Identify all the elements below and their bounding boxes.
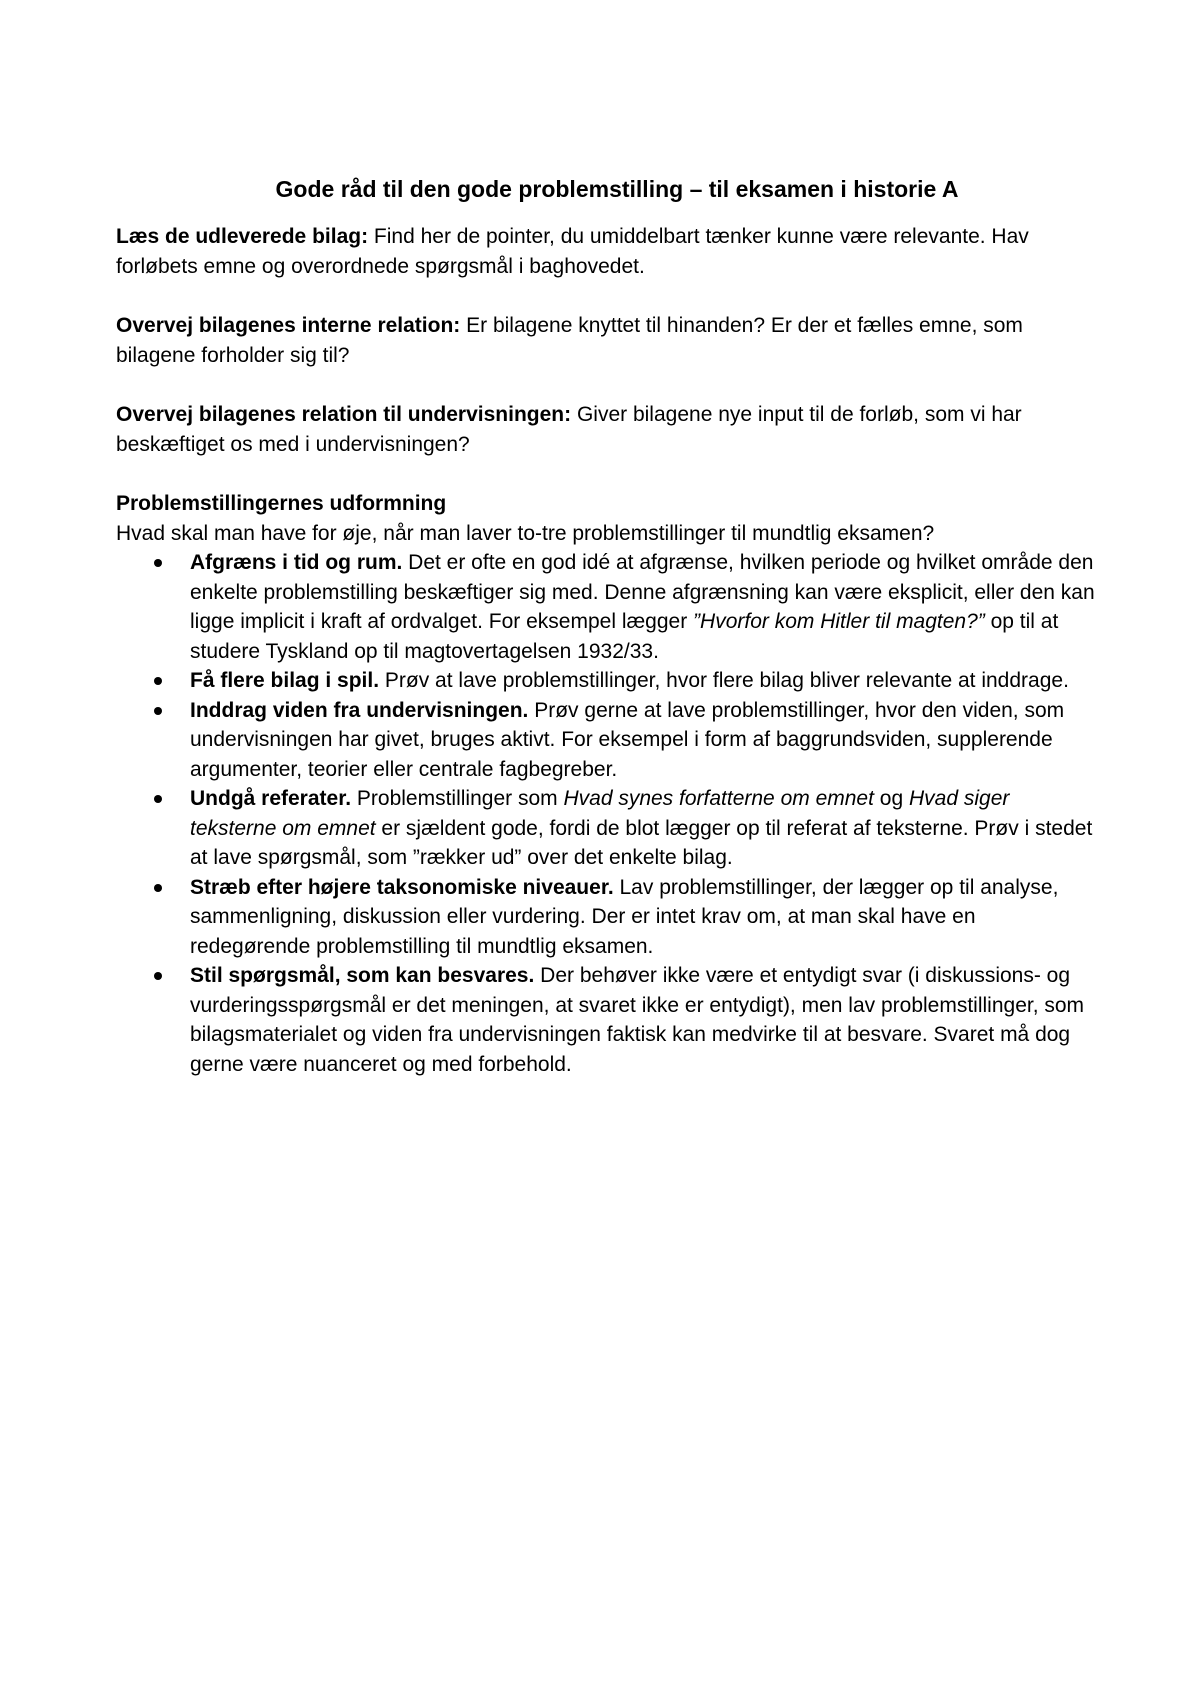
section-heading: Problemstillingernes udformning: [116, 492, 447, 515]
document-title: Gode råd til den gode problemstilling – til eksamen i historie A: [275, 176, 959, 202]
item-emphasis: Hvad synes forfatterne om emnet: [563, 787, 874, 810]
item-text: op til at studere Tyskland op til magtovertagelsen 1932/33.: [190, 610, 1059, 663]
item-label: Stræb efter højere taksonomiske niveauer.: [190, 875, 614, 899]
bullet-icon: [154, 677, 162, 685]
item-text: Problemstillinger som: [351, 787, 564, 810]
paragraph-internal-relation: [116, 311, 1096, 370]
list-item: [116, 784, 1096, 873]
paragraph-teaching-relation: [116, 400, 1096, 459]
paragraph-label: Overvej bilagenes relation til undervisningen:: [116, 403, 572, 426]
paragraph-label: Læs de udleverede bilag:: [116, 225, 369, 248]
item-emphasis: Hvad siger teksterne om emnet: [190, 787, 1010, 840]
paragraph-text: Er bilagene knyttet til hinanden? Er der et fælles emne, som bilagene forholder sig til?: [116, 314, 1023, 367]
item-text: Lav problemstillinger, der lægger op til analyse, sammenligning, diskussion eller vurdering. Der er intet krav om, at man skal have en redegørende problemstilling til mundtlig eksamen.: [190, 875, 1059, 958]
item-emphasis: ”Hvorfor kom Hitler til magten?”: [693, 610, 985, 633]
item-text: er sjældent gode, fordi de blot lægger op til referat af teksterne. Prøv i stedet at lave spørgsmål, som ”rækker ud” over det enkelte bilag.: [190, 816, 1093, 869]
list-item: [116, 696, 1096, 785]
paragraph-text: Giver bilagene nye input til de forløb, som vi har beskæftiget os med i undervisningen?: [116, 403, 1022, 456]
item-label: Få flere bilag i spil.: [190, 669, 380, 692]
item-text: og: [873, 787, 909, 810]
item-label: Stil spørgsmål, som kan besvares.: [190, 964, 535, 987]
advice-list: [116, 548, 1096, 1079]
list-item: [116, 666, 1096, 696]
list-item: [116, 548, 1096, 666]
item-text: Prøv at lave problemstillinger, hvor flere bilag bliver relevante at inddrage.: [379, 669, 1069, 692]
paragraph-read-appendices: [116, 222, 1096, 281]
item-label: Undgå referater.: [190, 787, 352, 810]
bullet-icon: [154, 795, 162, 803]
document-body: [116, 172, 1096, 1079]
bullet-icon: [154, 972, 162, 980]
bullet-icon: [154, 707, 162, 715]
paragraph-label: Overvej bilagenes interne relation:: [116, 314, 461, 337]
bullet-icon: [154, 884, 162, 892]
bullet-icon: [154, 559, 162, 567]
paragraph-text: Find her de pointer, du umiddelbart tænker kunne være relevante. Hav forløbets emne og overordnede spørgsmål i baghovedet.: [116, 225, 1029, 278]
item-text: Det er ofte en god idé at afgrænse, hvilken periode og hvilket område den enkelte problemstilling beskæftiger sig med. Denne afgrænsning kan være eksplicit, eller den kan ligge implicit i kraft af ordvalget. For eksempel lægger: [190, 551, 1095, 633]
list-item: [116, 961, 1096, 1079]
section-intro: Hvad skal man have for øje, når man laver to-tre problemstillinger til mundtlig eksamen?: [116, 521, 935, 545]
item-label: Inddrag viden fra undervisningen.: [190, 698, 529, 722]
item-text: Der behøver ikke være et entydigt svar (i diskussions- og vurderingsspørgsmål er det meningen, at svaret ikke er entydigt), men lav problemstillinger, som bilagsmaterialet og viden fra undervisningen faktisk kan medvirke til at besvare. Svaret må dog gerne være nuanceret og med forbehold.: [190, 964, 1085, 1076]
item-text: Prøv gerne at lave problemstillinger, hvor den viden, som undervisningen har givet, bruges aktivt. For eksempel i form af baggrundsviden, supplerende argumenter, teorier eller centrale fagbegreber.: [190, 698, 1065, 781]
list-item: [116, 873, 1096, 962]
item-label: Afgræns i tid og rum.: [190, 551, 403, 574]
